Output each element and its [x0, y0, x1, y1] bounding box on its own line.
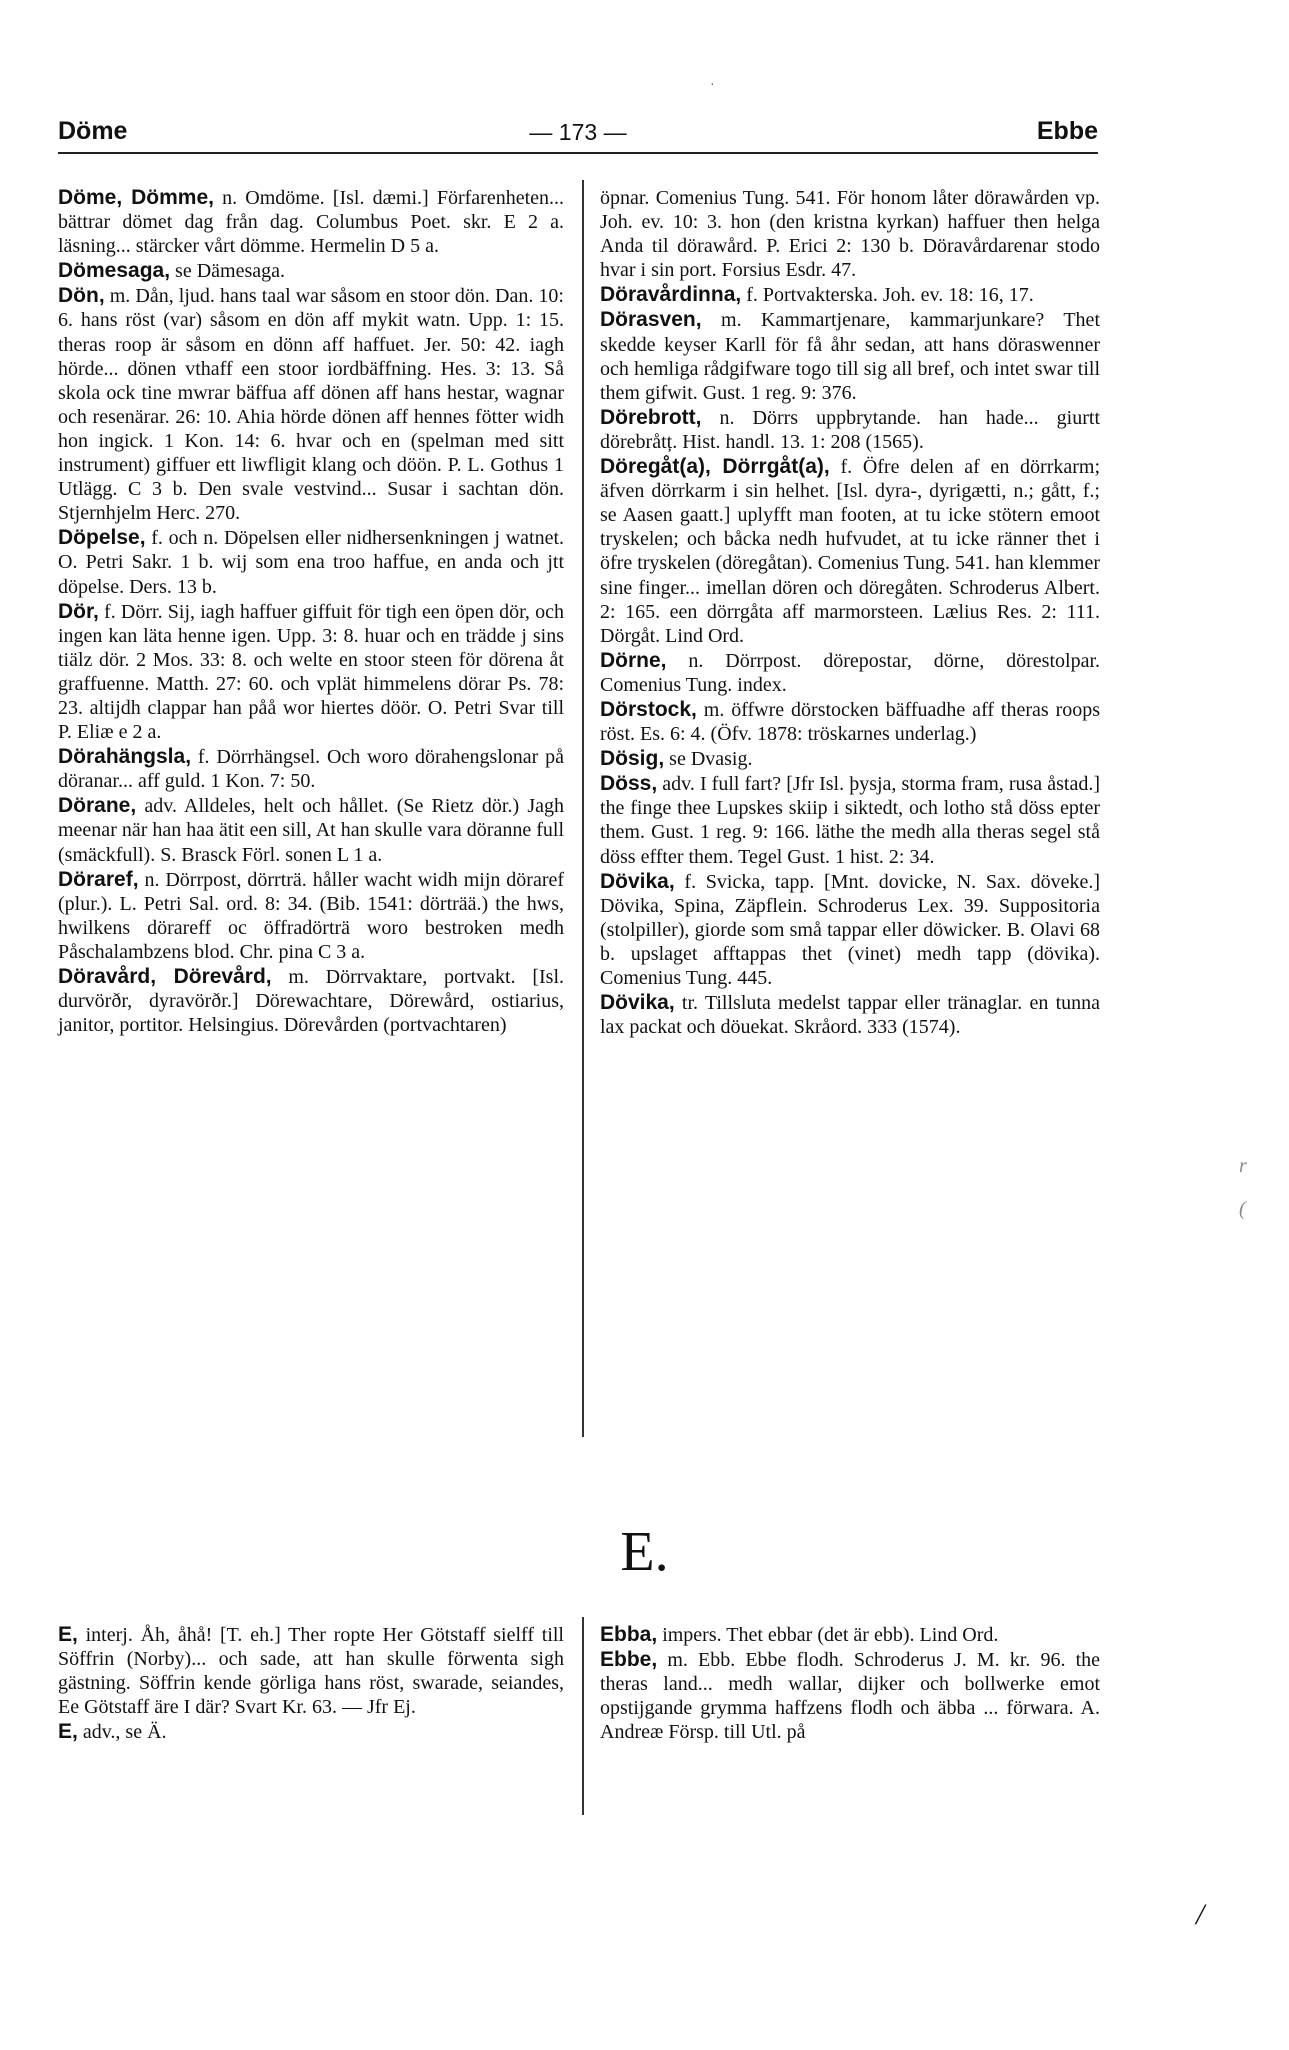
dictionary-entry [600, 283, 1100, 307]
headword: Dömesaga, [58, 259, 171, 283]
entry-text: n. Dörrpost. dörepostar, dörne, dörestolpar. Comenius Tung. index. [600, 649, 1100, 696]
headword: Dövika, [600, 991, 675, 1015]
entry-text: m. öffwre dörstocken bäffuadhe aff theras roops röst. Es. 6: 4. (Öfv. 1878: tröskarnes underlag.) [600, 698, 1101, 746]
headword: Döravård, Dörevård, [58, 965, 272, 988]
entry-text: f. Öfre delen af en dörrkarm; äfven dörrkarm i sin helhet. [Isl. dyra-, dyrigætti, n.; gått, f.; se Aasen gaatt.] uplyfft man footen, at tu icke stötern emoot tryskelen; och båcka nedh hufvudet, at tu icke ränner thet i öfre tryskelen (döregåtan). Comenius Tung. 541. han klemmer sine finger... imellan dören och döregåten. Schroderus Albert. 2: 165. een dörrgåta aff marmorsteen. Lælius Res. 2: 111. Dörgåt. Lind Ord. [600, 456, 1100, 647]
dictionary-column-right-e [600, 1623, 1100, 1745]
headword: Dörasven, [600, 308, 702, 332]
dictionary-entry [58, 284, 564, 525]
entry-text: f. och n. Döpelsen eller nidhersenkningen j watnet. O. Petri Sakr. 1 b. wij som ena troo haffue, en anda och jtt döpelse. Ders. 13 b. [58, 527, 565, 598]
entry-text: öpnar. Comenius Tung. 541. För honom låter dörawården vp. Joh. ev. 10: 3. hon (den kristna kyrkan) haffuer then helga Anda til dörawård. P. Erici 2: 130 b. Döravårdarenar stodo hvar i sin port. Forsius Esdr. 47. [600, 187, 1100, 282]
entry-text: m. Ebb. Ebbe flodh. Schroderus J. M. kr. 96. the theras land... medh wallar, dijker och bollwerke emot opstijgande grymma haffzens flodh och äbba ... förwara. A. Andreæ Försp. till Utl. på [600, 1649, 1101, 1744]
page-speck: · [710, 75, 715, 91]
margin-mark: ( [1239, 1198, 1246, 1220]
headword: Ebba, [600, 1623, 658, 1646]
entry-text: f. Dörr. Sij, iagh haffuer giffuit för tigh een öpen dör, och ingen kan läta henne igen. Upp. 3: 8. huar och en trädde j sins tiälz dör. 2 Mos. 33: 8. och welte en stoor steen för dörena åt graffuenne. Matth. 27: 60. och vplät himmelens dörar Ps. 78: 23. altijdh clappar han påå wor hiertes döör. O. Petri Svar till P. Eliæ e 2 a. [58, 600, 565, 744]
headword: Dörne, [600, 648, 667, 672]
headword: Döpelse, [58, 526, 146, 550]
dictionary-entry [58, 186, 564, 258]
entry-text: n. Omdöme. [Isl. dæmi.] Förfarenheten... bättrar dömet dag från dag. Columbus Poet. skr. E 2 a. läsning... stärcker vårt dömme. Hermelin D 5 a. [58, 187, 564, 258]
headword: Döraref, [58, 867, 139, 891]
dictionary-entry [600, 698, 1100, 746]
dictionary-entry [58, 526, 564, 598]
entry-text: adv., se Ä. [82, 1721, 167, 1744]
dictionary-entry [58, 868, 564, 964]
headword: Dön, [58, 284, 105, 308]
running-header [58, 117, 1098, 149]
dictionary-entry [600, 308, 1100, 404]
dictionary-column-left-e [58, 1623, 564, 1745]
entry-text: m. Kammartjenare, kammarjunkare? Thet skedde keyser Karll för få åhr sedan, att hans döraswenner och hemliga rådgifware togo till sig all bref, och intet swar till them gifwit. Gust. 1 reg. 9: 376. [600, 309, 1100, 404]
entry-text: m. Dån, ljud. hans taal war såsom en stoor dön. Dan. 10: 6. hans röst (var) såsom en dön aff mykit watn. Upp. 1: 15. theras roop är såsom en dönn aff haffuet. Jer. 50: 42. iagh hörde... dönen vthaff een stoor iordbäffning. Hes. 3: 13. Så skola ock tine mwrar bäffua aff dönen aff hans hestar, wagnar och resenärar. 26: 10. Ahia hörde dönen aff hennes fötter widh hon ingick. 1 Kon. 14: 6. hvar och en (spelman med sitt instrument) giffuer ett liwfligit klang och döön. P. L. Gothus 1 Utlägg. C 3 b. Den svale vestvind... Susar i sachtan dön. Stjernhjelm Herc. 270. [58, 285, 564, 525]
headword: E, [58, 1720, 78, 1744]
entry-text: adv. I full fart? [Jfr Isl. þysja, storma fram, rusa åstad.] the finge thee Lupskes skiip i siktedt, och lotho stå döss epter them. Gust. 1 reg. 9: 166. läthe the medh alla theras segel stå döss effter them. Tegel Gust. 1 hist. 2: 34. [600, 773, 1101, 868]
dictionary-entry [600, 649, 1100, 697]
dictionary-entry [600, 772, 1100, 868]
dictionary-entry [58, 794, 564, 866]
entry-text: interj. Åh, åhå! [T. eh.] Ther ropte Her Götstaff sielff till Söffrin (Norby)... och sade, att han skulle förwenta sigh gästning. Söffrin kende görliga hans röst, swarade, seiandes, Ee Götstaff äre I där? Svart Kr. 63. — Jfr Ej. [58, 1624, 564, 1719]
entry-text: tr. Tillsluta medelst tappar eller tränaglar. en tunna lax packat och döuekat. Skråord. 333 (1574). [600, 992, 1100, 1039]
section-letter: E. [620, 1521, 669, 1583]
header-rule [58, 152, 1098, 154]
headword: Dörstock, [600, 697, 697, 721]
header-first-word: Döme [58, 117, 128, 145]
page-number: — 173 — [529, 119, 627, 145]
dictionary-entry [600, 455, 1100, 648]
dictionary-entry [600, 991, 1100, 1039]
headword: Döme, Dömme, [58, 186, 214, 209]
column-divider [582, 180, 584, 1437]
headword: Dörebrott, [600, 405, 702, 429]
entry-text: m. Dörrvaktare, portvakt. [Isl. durvörðr, dyravörðr.] Dörewachtare, Dörewård, ostiarius, janitor, portitor. Helsingius. Dörevården (portvachtaren) [58, 966, 564, 1037]
dictionary-entry [58, 1623, 564, 1719]
dictionary-entry [58, 1720, 564, 1744]
dictionary-entry [600, 747, 1100, 771]
headword: Döss, [600, 772, 658, 796]
entry-text: f. Svicka, tapp. [Mnt. dovicke, N. Sax. döveke.] Dövika, Spina, Zäpflein. Schroderus Lex. 39. Suppositoria (stolpiller), giorde som små tappar eller döwicker. B. Olavi 68 b. upslaget afftappas thet (vinet) medh tapp (dövika). Comenius Tung. 445. [600, 870, 1100, 989]
headword: E, [58, 1623, 78, 1646]
margin-mark: r [1239, 1155, 1247, 1177]
entry-text: se Dvasig. [669, 748, 753, 771]
headword: Dörane, [58, 794, 137, 818]
dictionary-entry [58, 259, 564, 283]
dictionary-entry [600, 1648, 1100, 1744]
dictionary-entry [600, 870, 1100, 990]
entry-text: adv. Alldeles, helt och hållet. (Se Rietz dör.) Jagh meenar när han haa ätit een sill, At han skulle vara döranne full (smäckfull). S. Brasck Förl. sonen L 1 a. [58, 795, 564, 866]
dictionary-entry [600, 186, 1100, 282]
header-last-word: Ebbe [1036, 117, 1098, 145]
dictionary-entry [600, 1623, 1100, 1647]
entry-text: impers. Thet ebbar (det är ebb). Lind Ord. [662, 1624, 999, 1646]
entry-text: f. Portvakterska. Joh. ev. 18: 16, 17. [746, 284, 1034, 307]
headword: Dövika, [600, 869, 675, 893]
headword: Dösig, [600, 747, 665, 771]
dictionary-column-left [58, 186, 564, 1038]
entry-text: f. Dörrhängsel. Och woro dörahengslonar på döranar... aff guld. 1 Kon. 7: 50. [58, 746, 565, 793]
headword: Ebbe, [600, 1648, 658, 1672]
headword: Dör, [58, 599, 99, 623]
dictionary-column-right [600, 186, 1100, 1040]
dictionary-entry [58, 965, 564, 1037]
margin-mark: / [1196, 1898, 1205, 1931]
dictionary-entry [58, 600, 564, 745]
entry-text: n. Dörrs uppbrytande. han hade... giurtt dörebråtț. Hist. handl. 13. 1: 208 (1565). [600, 406, 1101, 453]
headword: Döravårdinna, [600, 283, 742, 307]
entry-text: se Dämesaga. [175, 260, 285, 283]
column-divider [582, 1617, 584, 1815]
headword: Döregåt(a), Dörrgåt(a), [600, 455, 830, 479]
dictionary-entry [600, 406, 1100, 454]
entry-text: n. Dörrpost, dörrträ. håller wacht widh mijn döraref (plur.). L. Petri Sal. ord. 8: 34. (Bib. 1541: dörträä.) the hws, hwilkens dörareff oc öffradörträ woro bestroken medh Påschalambzens blod. Chr. pina C 3 a. [58, 868, 565, 963]
dictionary-entry [58, 745, 564, 793]
headword: Dörahängsla, [58, 745, 192, 769]
